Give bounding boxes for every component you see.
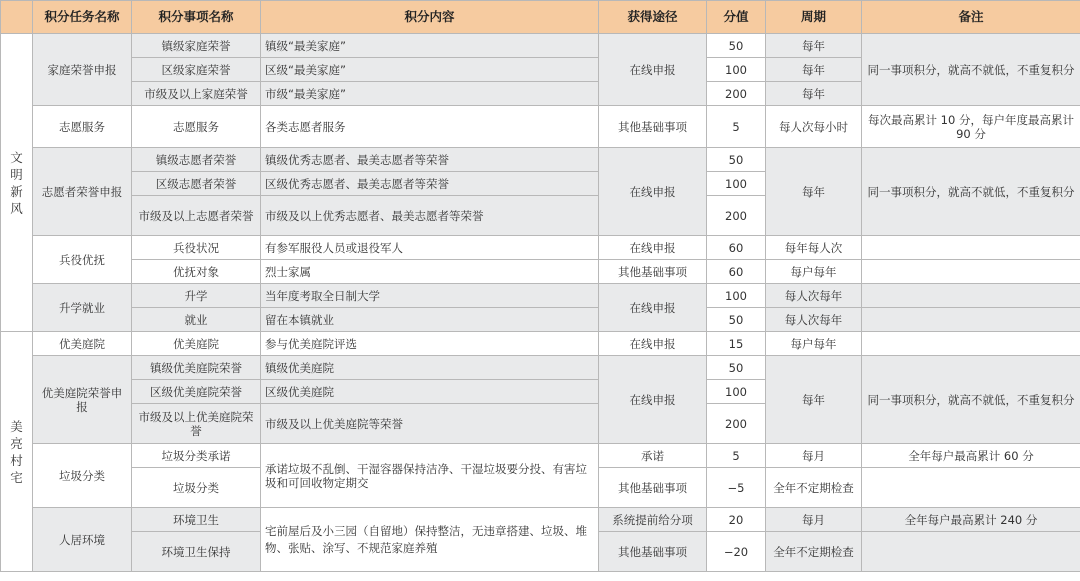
route: 在线申报 — [599, 148, 707, 236]
score: −5 — [707, 468, 766, 508]
note — [862, 284, 1080, 308]
score: 200 — [707, 196, 766, 236]
period: 每人次每年 — [766, 308, 862, 332]
header-content: 积分内容 — [261, 1, 599, 34]
item-name: 镇级优美庭院荣誉 — [132, 356, 261, 380]
item-content: 区级优秀志愿者、最美志愿者等荣誉 — [261, 172, 599, 196]
table-row — [1, 236, 1080, 260]
item-name: 区级优美庭院荣誉 — [132, 380, 261, 404]
item-content: 区级优美庭院 — [261, 380, 599, 404]
item-content: 镇级优秀志愿者、最美志愿者等荣誉 — [261, 148, 599, 172]
item-name: 镇级家庭荣誉 — [132, 34, 261, 58]
note: 全年每户最高累计 60 分 — [862, 444, 1080, 468]
score: 60 — [707, 260, 766, 284]
score: 5 — [707, 444, 766, 468]
item-name: 市级及以上优美庭院荣誉 — [132, 404, 261, 444]
note — [862, 332, 1080, 356]
period: 每户每年 — [766, 332, 862, 356]
item-content: 镇级优美庭院 — [261, 356, 599, 380]
route: 其他基础事项 — [599, 260, 707, 284]
note: 同一事项积分，就高不就低，不重复积分 — [862, 356, 1080, 444]
item-content: 承诺垃圾不乱倒、干湿容器保持洁净、干湿垃圾要分投、有害垃圾和可回收物定期交 — [261, 444, 599, 508]
period: 每年 — [766, 34, 862, 58]
header-note: 备注 — [862, 1, 1080, 34]
table-row — [1, 34, 1080, 58]
item-content: 市级及以上优美庭院等荣誉 — [261, 404, 599, 444]
item-content: 各类志愿者服务 — [261, 106, 599, 148]
item-name: 市级及以上家庭荣誉 — [132, 82, 261, 106]
item-name: 垃圾分类 — [132, 468, 261, 508]
period: 每人次每小时 — [766, 106, 862, 148]
item-name: 区级家庭荣誉 — [132, 58, 261, 82]
item-name: 优抚对象 — [132, 260, 261, 284]
note — [862, 236, 1080, 260]
item-content: 镇级“最美家庭” — [261, 34, 599, 58]
score: 100 — [707, 380, 766, 404]
item-name: 环境卫生 — [132, 508, 261, 532]
item-content: 参与优美庭院评选 — [261, 332, 599, 356]
route: 在线申报 — [599, 356, 707, 444]
table-row — [1, 106, 1080, 148]
route: 系统提前给分项 — [599, 508, 707, 532]
route: 在线申报 — [599, 34, 707, 106]
note: 全年每户最高累计 240 分 — [862, 508, 1080, 532]
item-name: 兵役状况 — [132, 236, 261, 260]
item-content: 烈士家属 — [261, 260, 599, 284]
item-content: 市级及以上优秀志愿者、最美志愿者等荣誉 — [261, 196, 599, 236]
task-name: 优美庭院荣誉申报 — [33, 356, 132, 444]
route: 在线申报 — [599, 236, 707, 260]
score: 50 — [707, 34, 766, 58]
note: 同一事项积分，就高不就低，不重复积分 — [862, 148, 1080, 236]
header-route: 获得途径 — [599, 1, 707, 34]
task-name: 垃圾分类 — [33, 444, 132, 508]
table-row — [1, 284, 1080, 308]
period: 每年每人次 — [766, 236, 862, 260]
header-task-name: 积分任务名称 — [33, 1, 132, 34]
header-corner — [1, 1, 33, 34]
route: 其他基础事项 — [599, 468, 707, 508]
task-name: 志愿服务 — [33, 106, 132, 148]
score: 60 — [707, 236, 766, 260]
route: 其他基础事项 — [599, 106, 707, 148]
item-name: 区级志愿者荣誉 — [132, 172, 261, 196]
task-name: 升学就业 — [33, 284, 132, 332]
item-name: 就业 — [132, 308, 261, 332]
score: −20 — [707, 532, 766, 572]
score: 50 — [707, 308, 766, 332]
route: 其他基础事项 — [599, 532, 707, 572]
table-row — [1, 356, 1080, 380]
score: 100 — [707, 58, 766, 82]
table-row — [1, 260, 1080, 284]
item-name: 垃圾分类承诺 — [132, 444, 261, 468]
header-period: 周期 — [766, 1, 862, 34]
route: 在线申报 — [599, 332, 707, 356]
task-name: 人居环境 — [33, 508, 132, 572]
header-item-name: 积分事项名称 — [132, 1, 261, 34]
item-name: 环境卫生保持 — [132, 532, 261, 572]
note: 每次最高累计 10 分，每户年度最高累计 90 分 — [862, 106, 1080, 148]
header-row — [1, 1, 1080, 34]
note — [862, 468, 1080, 508]
item-content: 有参军服役人员或退役军人 — [261, 236, 599, 260]
period: 每年 — [766, 356, 862, 444]
score: 50 — [707, 356, 766, 380]
table-row — [1, 308, 1080, 332]
period: 每户每年 — [766, 260, 862, 284]
score: 100 — [707, 172, 766, 196]
task-name: 家庭荣誉申报 — [33, 34, 132, 106]
task-name: 兵役优抚 — [33, 236, 132, 284]
item-content: 市级“最美家庭” — [261, 82, 599, 106]
note — [862, 532, 1080, 572]
item-content: 区级“最美家庭” — [261, 58, 599, 82]
table-row — [1, 444, 1080, 468]
note: 同一事项积分，就高不就低，不重复积分 — [862, 34, 1080, 106]
period: 每月 — [766, 444, 862, 468]
header-score: 分值 — [707, 1, 766, 34]
period: 每年 — [766, 148, 862, 236]
category-wenming: 文 明 新 风 — [1, 34, 33, 332]
note — [862, 260, 1080, 284]
period: 每人次每年 — [766, 284, 862, 308]
score: 100 — [707, 284, 766, 308]
table-row — [1, 332, 1080, 356]
period: 全年不定期检查 — [766, 532, 862, 572]
score: 5 — [707, 106, 766, 148]
score: 200 — [707, 404, 766, 444]
score: 15 — [707, 332, 766, 356]
score: 20 — [707, 508, 766, 532]
item-name: 市级及以上志愿者荣誉 — [132, 196, 261, 236]
category-meiliang: 美 亮 村 宅 — [1, 332, 33, 572]
period: 全年不定期检查 — [766, 468, 862, 508]
period: 每月 — [766, 508, 862, 532]
task-name: 志愿者荣誉申报 — [33, 148, 132, 236]
period: 每年 — [766, 58, 862, 82]
task-name: 优美庭院 — [33, 332, 132, 356]
table-row — [1, 508, 1080, 532]
item-content: 留在本镇就业 — [261, 308, 599, 332]
note — [862, 308, 1080, 332]
route: 承诺 — [599, 444, 707, 468]
score: 200 — [707, 82, 766, 106]
item-name: 优美庭院 — [132, 332, 261, 356]
item-name: 镇级志愿者荣誉 — [132, 148, 261, 172]
score: 50 — [707, 148, 766, 172]
table-row — [1, 148, 1080, 172]
route: 在线申报 — [599, 284, 707, 332]
item-content: 当年度考取全日制大学 — [261, 284, 599, 308]
period: 每年 — [766, 82, 862, 106]
item-content: 宅前屋后及小三园（自留地）保持整洁，无违章搭建、垃圾、堆物、张贴、涂写、不规范家庭养殖 — [261, 508, 599, 572]
item-name: 志愿服务 — [132, 106, 261, 148]
item-name: 升学 — [132, 284, 261, 308]
